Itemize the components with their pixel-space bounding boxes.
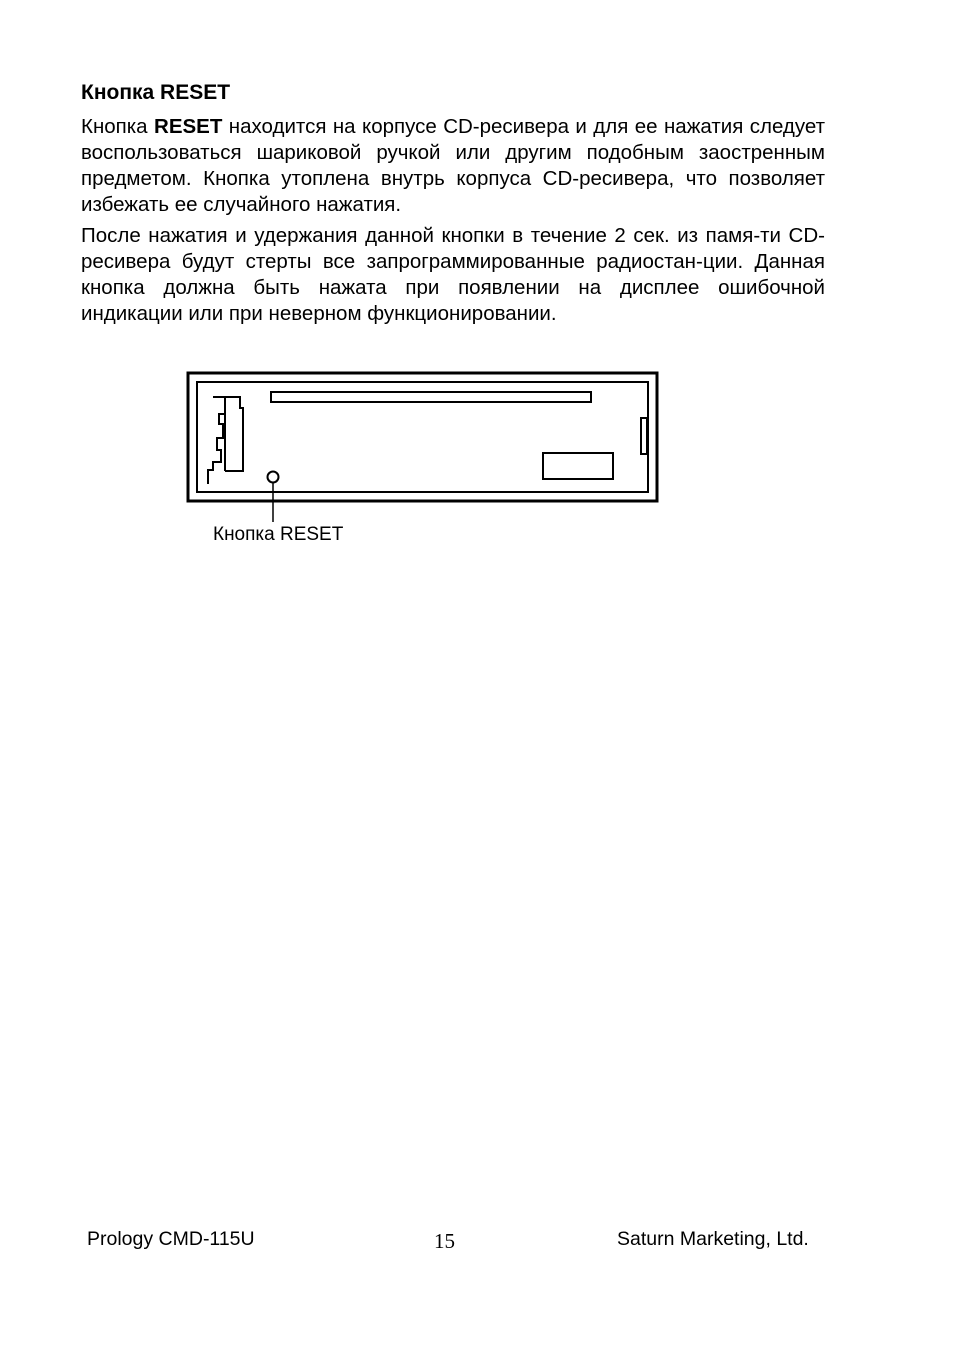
reset-button-label: Кнопка RESET xyxy=(213,524,344,545)
left-connector-bracket-outer xyxy=(208,397,225,484)
disc-slot xyxy=(271,392,591,402)
right-latch xyxy=(641,418,647,454)
display-window xyxy=(543,453,613,479)
cd-receiver-front-panel xyxy=(180,366,660,526)
cd-receiver-diagram xyxy=(180,366,660,551)
footer-company-name: Saturn Marketing, Ltd. xyxy=(617,1228,809,1250)
footer-page-number: 15 xyxy=(434,1229,455,1253)
left-connector-bracket-inner xyxy=(225,397,243,471)
inner-frame xyxy=(197,382,648,492)
paragraph1-bold-reset: RESET xyxy=(154,115,223,138)
section-heading: Кнопка RESET xyxy=(81,81,231,104)
paragraph-reset-effect: После нажатия и удержания данной кнопки в течение 2 сек. из памя-ти CD-ресивера будут стерты все запрограммированные радиостан-ции. Данная кнопка должна быть нажата при появлении на дисплее ошибочной индикации или при неверном функционировании. xyxy=(81,224,825,325)
paragraph-reset-location xyxy=(81,114,825,218)
footer-product-name: Prology CMD-115U xyxy=(87,1228,255,1250)
paragraph1-prefix: Кнопка xyxy=(81,115,155,138)
paragraph1-rest: находится на корпусе CD-ресивера и для ее нажатия следует воспользоваться шариковой ручкой или другим подобным заостренным предметом. Кнопка утоплена внутрь корпуса CD-ресивера, что позволяет избежать ее случайного нажатия. xyxy=(81,115,825,216)
reset-button-hole xyxy=(268,472,279,483)
